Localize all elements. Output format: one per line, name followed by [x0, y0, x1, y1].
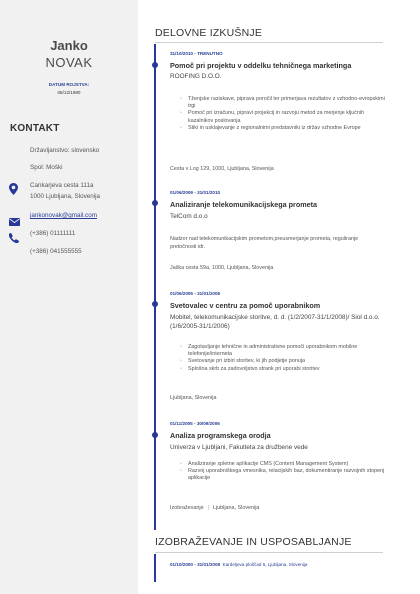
first-name: Janko: [50, 38, 88, 53]
last-name: NOVAK: [45, 55, 93, 70]
job-4-bullets: [180, 461, 385, 483]
job-2-title: Analiziranje telekomunikacijskega prometa: [170, 200, 317, 209]
contact-title: KONTAKT: [10, 123, 60, 134]
dob-value: 08/12/1980: [57, 90, 81, 95]
job-4-date: 01/11/2005 - 30/09/2006: [170, 421, 220, 426]
job-1-date: 31/10/2010 - TRENUTNO: [170, 51, 223, 56]
job-1-location: Cesta v Log 129, 1000, Ljubljana, Slovenija: [170, 166, 274, 172]
envelope-icon: [9, 213, 20, 231]
list-item: ◦ Svetovanje pri izbiri storitev, ki jih podjetje ponuja: [180, 358, 385, 365]
job-1-marker: [152, 62, 158, 68]
address-line2: 1000 Ljubljana, Slovenija: [30, 193, 101, 200]
list-item: ◦ Splošna skrb za zadovoljstvo strank pri uporabi storitev: [180, 366, 385, 373]
experience-title: DELOVNE IZKUŠNJE: [155, 27, 263, 39]
list-item: ◦ Stiki in usklajevanje z regionalnimi predstavniki iz držav vzhodne Evrope: [180, 125, 385, 132]
list-item: ◦ Pomoč pri izračunu, pipravi projekcij in razvoju metod za merjenje ključnih kazalnikov poslovanja: [180, 110, 385, 124]
education-title: IZOBRAŽEVANJE IN USPOSABLJANJE: [155, 536, 352, 548]
education-date: 01/10/2000 - 31/01/2008: [170, 562, 221, 567]
list-item: ◦ Zagotavljanje tehnične in administrativne pomoči uporabnikom mobilne telefonije/interneta: [180, 344, 385, 358]
nationality: Državljanstvo: slovensko: [30, 147, 100, 154]
job-4-company: Univerza v Ljubljani, Fakulteta za družbene vede: [170, 444, 308, 451]
job-2-description: Nadzor nad telekomunikacijskim prometom,preusmerjanje prometa, reguliranje pretočnosti idr.: [170, 236, 359, 251]
education-timeline: [154, 554, 156, 582]
sidebar: [0, 0, 138, 594]
job-1-company: ROOFING D.O.O.: [170, 73, 222, 80]
job-4-location: [170, 504, 385, 512]
job-2-date: 01/06/2009 - 31/01/2010: [170, 190, 221, 195]
job-3-title: Svetovalec v centru za pomoč uporabnikom: [170, 301, 321, 310]
phone-1: (+386) 01111111: [30, 230, 76, 237]
address-line1: Cankarjeva cesta 111a: [30, 182, 94, 189]
education-entry: [170, 562, 307, 567]
list-item: ◦ Analiziranje spletne aplikacije CMS (Content Management System): [180, 461, 385, 468]
gender: Spol: Moški: [30, 164, 63, 171]
phone-2: (+386) 041555555: [30, 248, 82, 255]
job-1-title: Pomoč pri projektu v oddelku tehničnega marketinga: [170, 61, 352, 70]
job-4-location-b: Ljubljana, Slovenija: [212, 505, 260, 511]
experience-rule: [155, 42, 383, 43]
list-item: ◦ Razvoj uporabniškega vmesnika, relacijskih baz, dokumentiranje razvojnih stopenj aplikacije: [180, 468, 385, 482]
job-4-title: Analiza programskega orodja: [170, 431, 271, 440]
job-4-marker: [152, 432, 158, 438]
job-3-marker: [152, 301, 158, 307]
job-1-bullets: [180, 96, 385, 132]
separator: |: [207, 505, 209, 511]
education-place: Kardeljeva ploščad 5, Ljubljana, Slovenija: [222, 562, 308, 567]
job-3-company: Mobitel, telekomunikacijske storitve, d. d. (1/2/2007-31/1/2008)/ Siol d.o.o. (1/6/2005-31/1/2006): [170, 314, 380, 330]
email-link[interactable]: jankonovak@gmail.com: [30, 212, 97, 219]
job-2-company: TelCom d.o.o: [170, 213, 208, 220]
education-rule: [155, 552, 383, 553]
job-3-bullets: [180, 344, 385, 373]
map-pin-icon: [9, 182, 18, 200]
job-2-location: Jaška cesta 59a, 1000, Ljubljana, Slovenija: [170, 265, 274, 271]
dob-label: DATUM ROJSTVA:: [48, 82, 90, 87]
job-3-location: Ljubljana, Slovenija: [170, 395, 217, 401]
phone-icon: [9, 230, 19, 248]
list-item: ◦ Tženjske raziskave, piprava poročil ter primerjava rezultatov z vzhodno-evropskimi trgi: [180, 96, 385, 110]
experience-timeline: [154, 44, 156, 530]
job-4-location-a: Izobraževanje: [170, 505, 204, 511]
job-3-date: 01/06/2005 - 31/01/2006: [170, 291, 221, 296]
job-2-marker: [152, 200, 158, 206]
